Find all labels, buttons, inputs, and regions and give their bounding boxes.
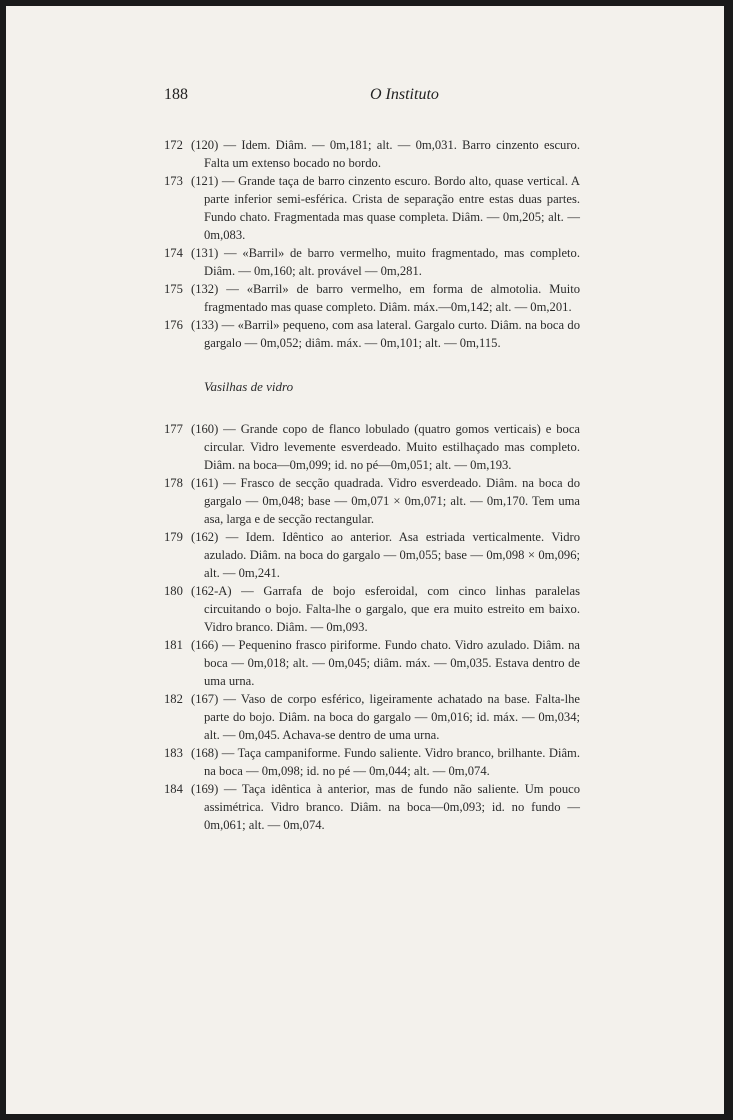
catalogue-entry (164, 420, 580, 474)
entry-number: 182 (164, 692, 183, 706)
entry-number: 173 (164, 174, 183, 188)
entry-number: 176 (164, 318, 183, 332)
entry-number: 180 (164, 584, 183, 598)
entry-number: 172 (164, 138, 183, 152)
entry-number: 179 (164, 530, 183, 544)
entry-text: (131) — «Barril» de barro vermelho, muito fragmentado, mas completo. Diâm. — 0m,160; alt. provável — 0m,281. (191, 246, 580, 278)
entry-list-ceramics (164, 136, 580, 352)
entry-text: (132) — «Barril» de barro vermelho, em forma de almotolia. Muito fragmentado mas quase completo. Diâm. máx.—0m,142; alt. — 0m,201. (191, 282, 580, 314)
catalogue-entry (164, 316, 580, 352)
page (6, 6, 724, 1114)
catalogue-entry (164, 528, 580, 582)
entry-number: 178 (164, 476, 183, 490)
catalogue-entry (164, 636, 580, 690)
entry-text: (166) — Pequenino frasco piriforme. Fundo chato. Vidro azulado. Diâm. na boca — 0m,018; alt. — 0m,045; diâm. máx. — 0m,035. Estava dentro de uma urna. (191, 638, 580, 688)
catalogue-entry (164, 690, 580, 744)
catalogue-entry (164, 582, 580, 636)
catalogue-entry (164, 780, 580, 834)
entry-text: (133) — «Barril» pequeno, com asa lateral. Gargalo curto. Diâm. na boca do gargalo — 0m,052; diâm. máx. — 0m,101; alt. — 0m,115. (191, 318, 580, 350)
entry-number: 175 (164, 282, 183, 296)
catalogue-entry (164, 280, 580, 316)
entry-text: (161) — Frasco de secção quadrada. Vidro esverdeado. Diâm. na boca do gargalo — 0m,048; base — 0m,071 × 0m,071; alt. — 0m,170. Tem uma asa, larga e de secção rectangular. (191, 476, 580, 526)
entry-text: (162) — Idem. Idêntico ao anterior. Asa estriada verticalmente. Vidro azulado. Diâm. na boca do gargalo — 0m,055; base — 0m,098 × 0m,096; alt. — 0m,241. (191, 530, 580, 580)
entry-number: 183 (164, 746, 183, 760)
entry-number: 174 (164, 246, 183, 260)
entry-text: (167) — Vaso de corpo esférico, ligeiramente achatado na base. Falta-lhe parte do bojo. Diâm. na boca do gargalo — 0m,016; id. máx. — 0m,034; alt. — 0m,045. Achava-se dentro de uma urna. (191, 692, 580, 742)
entry-text: (169) — Taça idêntica à anterior, mas de fundo não saliente. Um pouco assimétrica. Vidro branco. Diâm. na boca—0m,093; id. no fundo — 0m,061; alt. — 0m,074. (191, 782, 580, 832)
entry-number: 177 (164, 422, 183, 436)
entry-text: (121) — Grande taça de barro cinzento escuro. Bordo alto, quase vertical. A parte inferior semi-esférica. Crista de separação entre estas duas partes. Fundo chato. Fragmentada mas quase completa. Diâm. — 0m,205; alt. — 0m,083. (191, 174, 580, 242)
catalogue-entry (164, 474, 580, 528)
entry-text: (120) — Idem. Diâm. — 0m,181; alt. — 0m,031. Barro cinzento escuro. Falta um extenso bocado no bordo. (191, 138, 580, 170)
entry-text: (162-A) — Garrafa de bojo esferoidal, com cinco linhas paralelas circuitando o bojo. Falta-lhe o gargalo, que era muito estreito em baixo. Vidro branco. Diâm. — 0m,093. (191, 584, 580, 634)
entry-text: (168) — Taça campaniforme. Fundo saliente. Vidro branco, brilhante. Diâm. na boca — 0m,098; id. no pé — 0m,044; alt. — 0m,074. (191, 746, 580, 778)
catalogue-entry (164, 172, 580, 244)
section-title: Vasilhas de vidro (204, 379, 294, 394)
catalogue-entry (164, 244, 580, 280)
page-number: 188 (164, 86, 188, 103)
entry-number: 184 (164, 782, 183, 796)
entry-text: (160) — Grande copo de flanco lobulado (quatro gomos verticais) e boca circular. Vidro levemente esverdeado. Muito estilhaçado mas completo. Diâm. na boca—0m,099; id. no pé—0m,051; alt. — 0m,193. (191, 422, 580, 472)
catalogue-entry (164, 136, 580, 172)
running-title: O Instituto (370, 86, 439, 103)
catalogue-text (164, 136, 580, 834)
catalogue-entry (164, 744, 580, 780)
entry-list-glass (164, 420, 580, 834)
entry-number: 181 (164, 638, 183, 652)
